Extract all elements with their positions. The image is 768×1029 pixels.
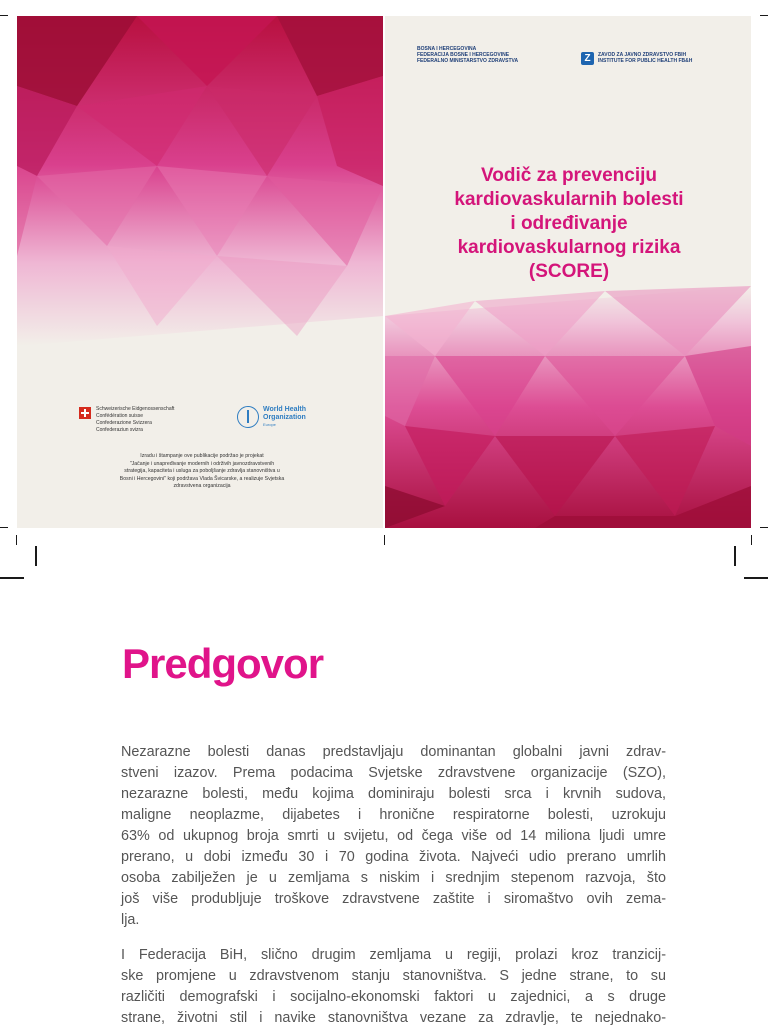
crop-mark (35, 546, 37, 566)
crop-mark (760, 527, 768, 528)
who-emblem-icon (237, 406, 259, 428)
crop-mark (0, 577, 24, 579)
paragraph-2: I Federacija BiH, slično drugim zemljama u regiji, prolazi kroz tranzicij- ske promjene u zdravstvenom stanju stanovništva. S jedne strane, to su različiti demografski i socijalno-ekonomski faktori u zajednici, a s druge strane, životni stil i navike stanovništva vezane za zdravlje, te nejednako- (121, 947, 666, 1026)
cover-title: Vodič za prevenciju kardiovaskularnih bolesti i određivanje kardiovaskularnog rizika (SCORE) (454, 165, 684, 282)
swiss-confederation-text: Schweizerische Eidgenossenschaft Confédération suisse Confederazione Svizzera Confederaziun svizra (96, 406, 175, 433)
paragraph-1: Nezarazne bolesti danas predstavljaju dominantan globalni javni zdrav- stveni izazov. Prema podacima Svjetske zdravstvene organizacije (SZO), nezarazne bolesti, među kojima dominiraju bolesti srca i krvnih sudova, maligne neoplazme, dijabetes i hronične respiratorne bolesti, uzrokuju 63% od ukupnog broja smrti u svijetu, od čega više od 14 miliona ljudi umre prerano, u dobi između 30 i 70 godina života. Najveći udio prerano umrlih osoba zabilježen je u zemljama s niskim i srednjim stepenom razvoja, što još više produbljuje troškove zdravstvene zaštite i siromaštvo ovih zema- lja. (121, 744, 666, 928)
crop-mark (744, 577, 768, 579)
who-logo (237, 406, 306, 428)
institute-logo-icon: Z (581, 52, 594, 65)
crop-mark (0, 15, 8, 16)
back-cover-pattern (17, 16, 383, 528)
institution-ministry: BOSNA I HERCEGOVINA FEDERACIJA BOSNE I HERCEGOVINE FEDERALNO MINISTARSTVO ZDRAVSTVA (417, 46, 519, 64)
back-cover (17, 16, 383, 528)
crop-mark (751, 535, 752, 545)
crop-mark (734, 546, 736, 566)
institution-public-health: Z ZAVOD ZA JAVNO ZDRAVSTVO FBIH INSTITUTE FOR PUBLIC HEALTH FB&H (581, 52, 692, 65)
cover-spread (17, 16, 751, 528)
crop-mark (760, 15, 768, 16)
crop-mark (16, 535, 17, 545)
funding-note: Izradu i štampanje ove publikacije podržao je projekat "Jačanje i unapređivanje modernih i održivih javnozdravstvenih strategija, kapaciteta i usluga za poboljšanje zdravlja stanovništva u Bosni i Hercegovini" koji podržava Vlada Švicarske, a realizuje Svjetska zdravstvena organizacija (119, 453, 285, 489)
swiss-confederation-logo (79, 406, 174, 434)
who-name: World Health Organization (263, 406, 307, 421)
swiss-flag-icon (79, 407, 91, 419)
who-region: Europe (263, 422, 276, 427)
crop-mark (0, 527, 8, 528)
front-cover (385, 16, 751, 528)
page-heading: Predgovor (122, 640, 324, 687)
crop-mark (384, 535, 385, 545)
